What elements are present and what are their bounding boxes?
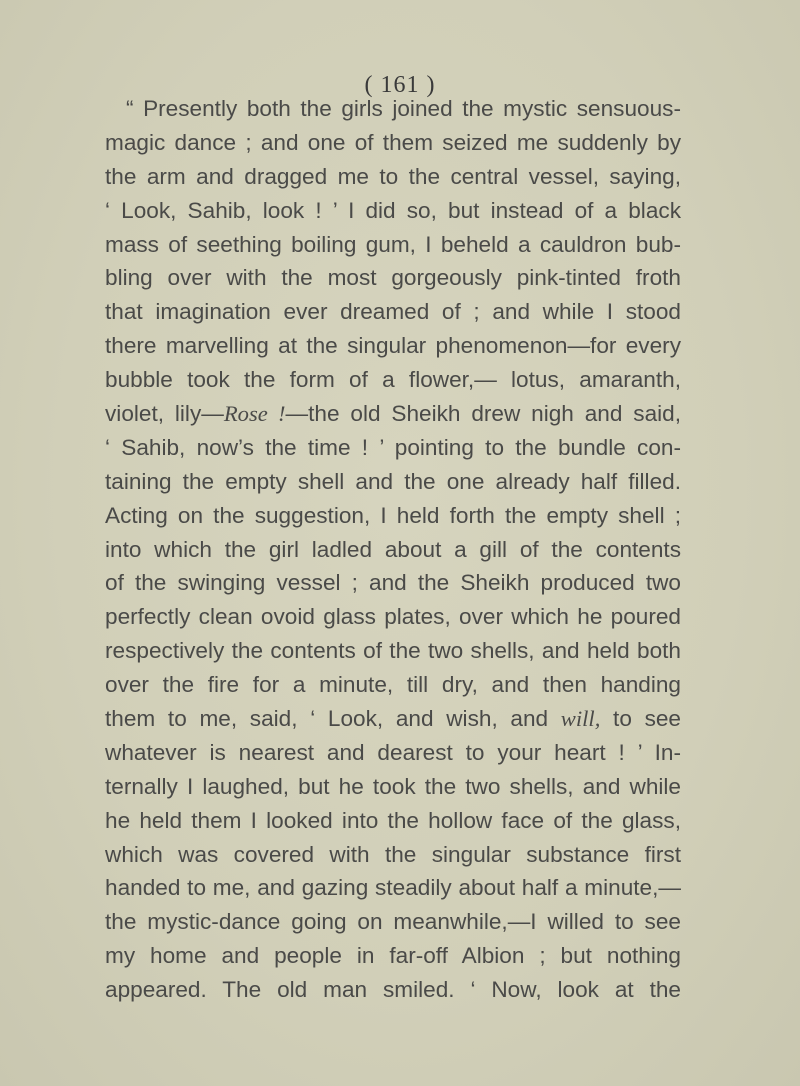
text-line: ‘ Look, Sahib, look ! ’ I did so, but instead of a black <box>105 197 681 223</box>
text-line: taining the empty shell and the one already half filled. <box>105 468 681 494</box>
emphasized-word: will, <box>560 706 601 732</box>
text-line <box>105 702 681 736</box>
text-line: ‘ Sahib, now’s the time ! ’ pointing to the bundle con- <box>105 434 681 460</box>
text-line: into which the girl ladled about a gill of the contents <box>105 536 681 562</box>
text-line: bubble took the form of a flower,— lotus, amaranth, <box>105 367 681 393</box>
text-segment: violet, lily— <box>105 401 224 427</box>
text-line: ternally I laughed, but he took the two shells, and while <box>105 773 681 799</box>
text-line: handed to me, and gazing steadily about half a minute,— <box>105 875 681 901</box>
text-segment: —the old Sheikh drew nigh and said, <box>285 401 681 427</box>
text-line: whatever is nearest and dearest to your heart ! ’ In- <box>105 739 681 765</box>
text-line: the arm and dragged me to the central vessel, saying, <box>105 163 681 189</box>
text-line: “ Presently both the girls joined the mystic sensuous- <box>126 96 681 121</box>
emphasized-word: Rose ! <box>223 401 286 427</box>
page-number: ( 161 ) <box>364 72 436 98</box>
text-line: that imagination ever dreamed of ; and while I stood <box>105 299 681 325</box>
text-line: bling over with the most gorgeously pink-tinted froth <box>105 265 681 291</box>
text-line: my home and people in far-off Albion ; but nothing <box>105 943 681 969</box>
body-paragraph <box>105 92 681 1007</box>
text-line: magic dance ; and one of them seized me suddenly by <box>105 129 681 155</box>
text-line <box>105 397 681 431</box>
text-line: which was covered with the singular substance first <box>105 841 681 867</box>
text-line: respectively the contents of the two shells, and held both <box>105 638 681 664</box>
text-line: perfectly clean ovoid glass plates, over which he poured <box>105 604 681 630</box>
text-line: over the fire for a minute, till dry, and then handing <box>105 672 681 698</box>
text-segment: them to me, said, ‘ Look, and wish, and <box>105 706 561 732</box>
text-line: of the swinging vessel ; and the Sheikh produced two <box>105 570 681 596</box>
text-segment: to see <box>600 706 681 732</box>
text-line: mass of seething boiling gum, I beheld a cauldron bub- <box>105 231 681 257</box>
text-line: the mystic-dance going on meanwhile,—I willed to see <box>105 909 681 935</box>
text-line: appeared. The old man smiled. ‘ Now, look at the <box>105 977 681 1003</box>
text-line: he held them I looked into the hollow face of the glass, <box>105 807 681 833</box>
text-line: there marvelling at the singular phenomenon—for every <box>105 333 681 359</box>
text-line: Acting on the suggestion, I held forth the empty shell ; <box>105 502 681 528</box>
